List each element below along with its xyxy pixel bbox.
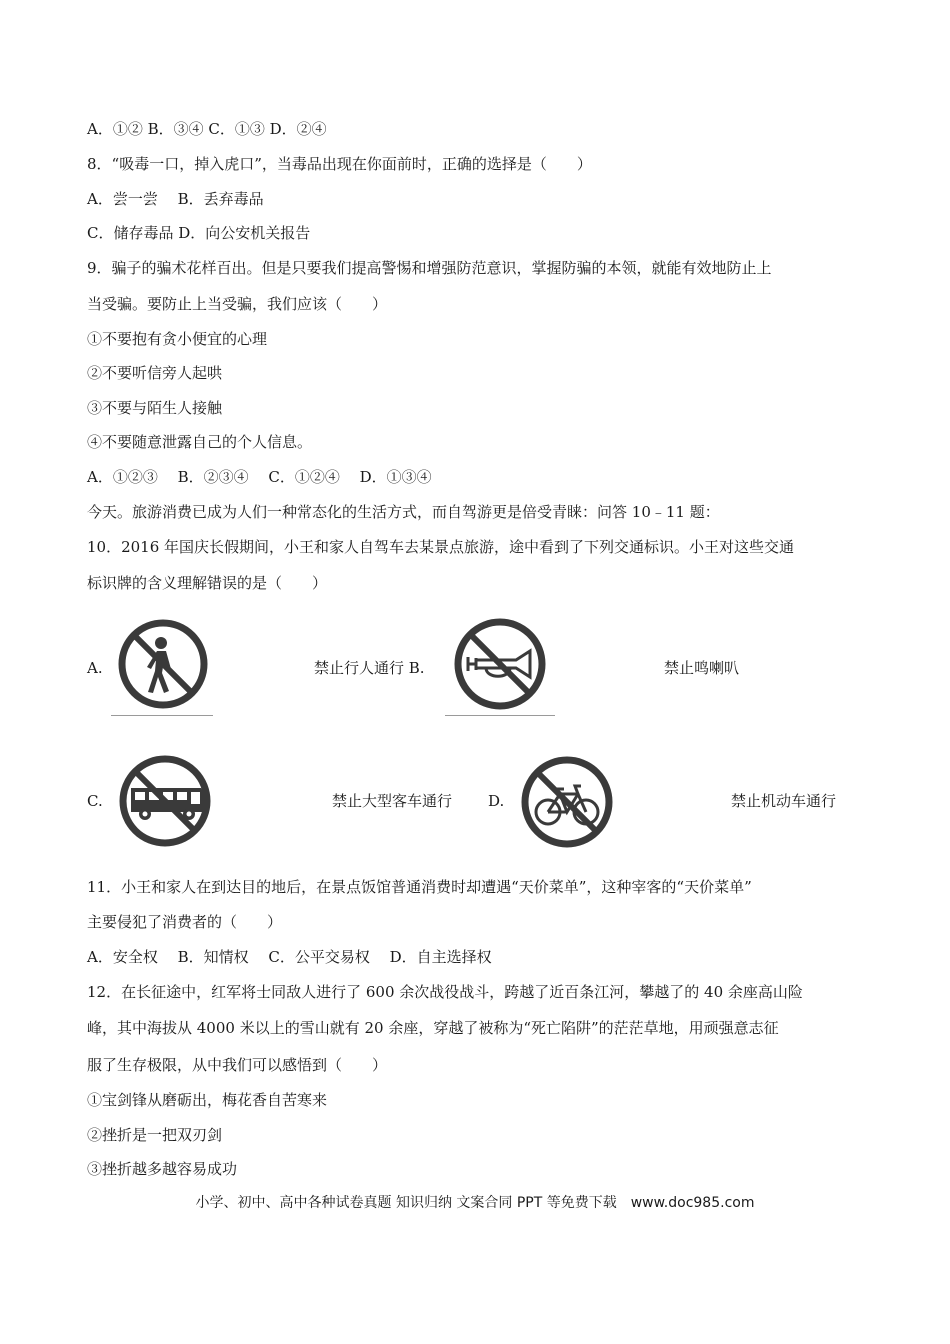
no-pedestrian-icon	[113, 613, 213, 715]
option-d-letter: D.	[488, 792, 505, 810]
no-bus-icon	[113, 750, 217, 852]
option-c-label: 禁止大型客车通行	[332, 792, 453, 810]
q9-item-4: ④不要随意泄露自己的个人信息。	[87, 433, 313, 451]
q11-stem-line2: 主要侵犯了消费者的（ ）	[87, 913, 283, 931]
q12-item-3: ③挫折越多越容易成功	[87, 1160, 238, 1178]
no-bicycle-icon	[515, 752, 619, 852]
q8-options-row2: C．储存毒品 D．向公安机关报告	[87, 224, 311, 242]
option-d-label: 禁止机动车通行	[731, 792, 837, 810]
q9-item-1: ①不要抱有贪小便宜的心理	[87, 330, 268, 348]
q9-item-3: ③不要与陌生人接触	[87, 399, 223, 417]
q12-stem-line3: 服了生存极限，从中我们可以感悟到（ ）	[87, 1056, 388, 1074]
option-a-letter: A.	[87, 659, 103, 677]
q12-item-1: ①宝剑锋从磨砺出，梅花香自苦寒来	[87, 1091, 328, 1109]
q10-11-intro: 今天。旅游消费已成为人们一种常态化的生活方式，而自驾游更是倍受青睐：问答 10﹣11 题：	[87, 503, 720, 521]
no-horn-icon	[446, 613, 554, 715]
option-a-label: 禁止行人通行 B.	[314, 659, 425, 677]
q9-stem-line2: 当受骗。要防止上当受骗，我们应该（ ）	[87, 295, 388, 313]
q7-options: A．①② B．③④ C．①③ D．②④	[87, 120, 327, 138]
q9-stem-line1: 9．骗子的骗术花样百出。但是只要我们提高警惕和增强防范意识，掌握防骗的本领，就能有效地防止上	[87, 259, 772, 277]
q12-stem-line2: 峰，其中海拔从 4000 米以上的雪山就有 20 余座，穿越了被称为“死亡陷阱”的茫茫草地，用顽强意志征	[87, 1019, 779, 1037]
q12-item-2: ②挫折是一把双刃剑	[87, 1126, 223, 1144]
q8-options-row1: A．尝一尝 B．丢弃毒品	[87, 190, 264, 208]
page-footer: 小学、初中、高中各种试卷真题 知识归纳 文案合同 PPT 等免费下载 www.doc985.com	[195, 1195, 755, 1211]
sign-a-baseline	[111, 715, 213, 716]
q10-stem-line2: 标识牌的含义理解错误的是（ ）	[87, 574, 328, 592]
q11-stem-line1: 11．小王和家人在到达目的地后，在景点饭馆普通消费时却遭遇“天价菜单”，这种宰客的“天价菜单”	[87, 878, 752, 896]
q9-options: A．①②③ B．②③④ C．①②④ D．①③④	[87, 468, 432, 486]
q8-stem: 8．“吸毒一口，掉入虎口”，当毒品出现在你面前时，正确的选择是（ ）	[87, 155, 592, 173]
sign-b-baseline	[445, 715, 555, 716]
q9-item-2: ②不要听信旁人起哄	[87, 364, 223, 382]
option-c-letter: C.	[87, 792, 103, 810]
q12-stem-line1: 12．在长征途中，红军将士同敌人进行了 600 余次战役战斗，跨越了近百条江河，攀越了的 40 余座高山险	[87, 983, 803, 1001]
q11-options: A．安全权 B．知情权 C．公平交易权 D．自主选择权	[87, 948, 492, 966]
option-b-label: 禁止鸣喇叭	[664, 659, 740, 677]
q10-stem-line1: 10．2016 年国庆长假期间，小王和家人自驾车去某景点旅游，途中看到了下列交通标识。小王对这些交通	[87, 538, 795, 556]
